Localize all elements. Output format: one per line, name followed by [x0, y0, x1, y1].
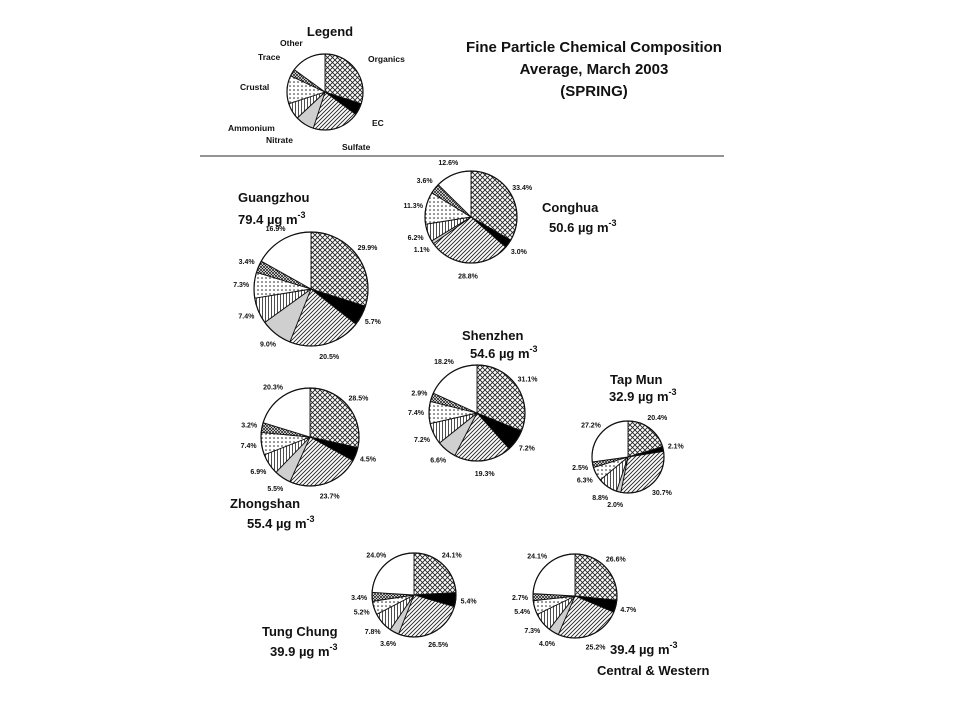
pie-zhongshan-label-sulfate: 23.7% — [319, 493, 340, 501]
pie-conghua-label-ammonium: 6.2% — [407, 234, 424, 242]
legend — [228, 24, 405, 152]
pie-conghua-label-nitrate: 1.1% — [413, 246, 430, 254]
pie-tung-chung — [351, 552, 477, 649]
pie-zhongshan-label-ammonium: 6.9% — [250, 468, 267, 476]
pie-shenzhen-label-sulfate: 19.3% — [474, 471, 495, 478]
pie-shenzhen-label-other: 18.2% — [434, 359, 454, 367]
pie-central-and-western-label-crustal: 5.4% — [514, 608, 531, 616]
pie-shenzhen-label-trace: 2.9% — [411, 390, 428, 398]
pie-guangzhou-label-trace: 3.4% — [238, 259, 255, 266]
site-conc-zhongshan: 55.4 µg $m^{-3}$ — [247, 514, 315, 531]
legend-label-nitrate: Nitrate — [266, 135, 293, 145]
pie-shenzhen-label-crustal: 7.4% — [408, 409, 424, 417]
pie-tung-chung-label-organics: 24.1% — [441, 552, 462, 560]
site-conc-shenzhen: 54.6 µg $m^{-3}$ — [470, 344, 538, 361]
pie-conghua — [403, 160, 532, 280]
legend-label-other: Other — [280, 38, 303, 48]
legend-label-sulfate: Sulfate — [342, 142, 371, 152]
site-name-shenzhen: Shenzhen — [462, 328, 524, 343]
site-name-guangzhou: Guangzhou — [238, 190, 310, 205]
pie-tung-chung-label-ec: 5.4% — [460, 598, 477, 606]
pie-zhongshan-label-trace: 3.2% — [241, 422, 258, 430]
site-name-zhongshan: Zhongshan — [230, 496, 301, 511]
site-conc-guangzhou: 79.4 µg $m^{-3}$ — [238, 210, 306, 227]
site-conc-conghua: 50.6 µg $m^{-3}$ — [549, 218, 617, 235]
pie-guangzhou-label-organics: 29.9% — [357, 245, 378, 253]
title-line-1: Fine Particle Chemical Composition — [466, 39, 722, 56]
pie-tung-chung-label-nitrate: 3.6% — [380, 641, 397, 648]
pie-tap-mun-label-ammonium: 8.8% — [592, 494, 609, 502]
pie-guangzhou-label-ammonium: 7.4% — [238, 313, 255, 321]
site-conc-tap-mun: 32.9 µg $m^{-3}$ — [609, 387, 677, 404]
pie-central-and-western-label-ammonium: 7.3% — [524, 628, 541, 636]
pie-tap-mun-label-sulfate: 30.7% — [651, 489, 672, 497]
pie-conghua-label-ec: 3.0% — [510, 248, 527, 256]
pie-conghua-label-trace: 3.6% — [416, 178, 433, 185]
legend-label-ammonium: Ammonium — [228, 123, 275, 133]
pie-tap-mun — [572, 415, 684, 509]
pie-conghua-label-sulfate: 28.8% — [458, 273, 478, 281]
pie-tap-mun-label-nitrate: 2.0% — [607, 501, 624, 509]
pie-tap-mun-label-other: 27.2% — [581, 422, 601, 430]
pie-zhongshan-label-nitrate: 5.5% — [267, 485, 284, 493]
pie-zhongshan-label-organics: 28.5% — [348, 395, 369, 403]
pie-zhongshan — [241, 385, 377, 501]
title-line-3: (SPRING) — [560, 83, 628, 100]
pie-conghua-label-crustal: 11.3% — [403, 202, 423, 210]
pie-tung-chung-label-trace: 3.4% — [351, 594, 368, 602]
site-name-central-western: Central & Western — [597, 663, 710, 678]
pie-central-and-western-label-other: 24.1% — [527, 553, 548, 561]
pie-tung-chung-label-crustal: 5.2% — [353, 609, 370, 617]
pie-guangzhou-label-other: 16.9% — [265, 226, 286, 234]
pie-shenzhen-label-ammonium: 7.2% — [414, 436, 430, 444]
site-name-tap-mun: Tap Mun — [610, 372, 663, 387]
pie-guangzhou-label-nitrate: 9.0% — [260, 341, 276, 349]
pie-shenzhen — [408, 359, 538, 478]
pie-tung-chung-label-other: 24.0% — [366, 552, 387, 560]
pie-shenzhen-label-ec: 7.2% — [518, 445, 535, 453]
pie-tap-mun-label-crustal: 6.3% — [576, 477, 593, 485]
legend-pie — [287, 54, 363, 130]
pie-central-and-western-label-trace: 2.7% — [512, 595, 528, 603]
pie-tap-mun-label-organics: 20.4% — [647, 415, 668, 423]
pie-central-and-western-label-organics: 26.6% — [605, 556, 626, 564]
legend-label-trace: Trace — [258, 52, 281, 62]
pie-central-and-western — [512, 554, 637, 652]
pie-central-and-western-label-nitrate: 4.0% — [539, 640, 555, 648]
figure-title — [466, 39, 722, 100]
pie-central-and-western-label-ec: 4.7% — [620, 607, 637, 614]
pie-conghua-label-other: 12.6% — [438, 160, 459, 168]
site-name-tung-chung: Tung Chung — [262, 624, 338, 639]
pie-tap-mun-label-ec: 2.1% — [667, 443, 684, 451]
legend-label-ec: EC — [372, 118, 384, 128]
pie-zhongshan-label-crustal: 7.4% — [240, 443, 257, 450]
pie-guangzhou-label-ec: 5.7% — [364, 319, 381, 327]
pie-central-and-western-label-sulfate: 25.2% — [585, 644, 606, 652]
pie-conghua-label-organics: 33.4% — [512, 185, 533, 193]
pie-tung-chung-label-ammonium: 7.8% — [364, 628, 381, 636]
legend-label-organics: Organics — [368, 54, 405, 64]
site-conc-tung-chung: 39.9 µg $m^{-3}$ — [270, 642, 338, 659]
legend-title: Legend — [306, 24, 354, 39]
pie-charts — [233, 160, 684, 651]
pie-zhongshan-label-ec: 4.5% — [360, 456, 376, 464]
pie-guangzhou-label-sulfate: 20.5% — [319, 354, 340, 362]
pie-zhongshan-label-other: 20.3% — [263, 384, 284, 392]
pie-guangzhou-label-crustal: 7.3% — [233, 281, 250, 289]
pie-shenzhen-label-nitrate: 6.6% — [430, 457, 447, 465]
pie-guangzhou — [233, 226, 381, 361]
title-line-2: Average, March 2003 — [519, 61, 669, 78]
site-conc-central-western: 39.4 µg $m^{-3}$ — [610, 640, 678, 657]
legend-label-crustal: Crustal — [240, 82, 270, 92]
pie-tung-chung-label-sulfate: 26.5% — [428, 641, 449, 649]
pie-tap-mun-label-trace: 2.5% — [572, 465, 589, 472]
site-name-conghua: Conghua — [542, 200, 599, 215]
pie-shenzhen-label-organics: 31.1% — [517, 376, 538, 384]
